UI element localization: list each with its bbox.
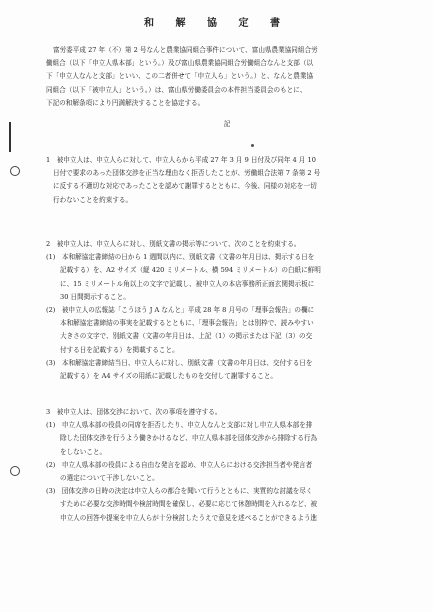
preamble-line: 働組合（以下「申立人県本部」という。）及び富山県農業協同組合労働組合なんと支部（以	[46, 59, 314, 68]
item-line: 日付で要求のあった団体交渉を正当な理由なく拒否したことが、労働組合法第 7 条第 2 号	[53, 169, 321, 178]
item-line: 30 日間掲示すること。	[60, 292, 130, 301]
item-2	[46, 238, 408, 383]
item-line: 付する日を記載する）を掲載すること。	[60, 345, 179, 354]
preamble	[46, 44, 408, 110]
punch-hole-icon	[10, 166, 20, 176]
scan-speck	[251, 144, 254, 147]
item-line: 行わないことを約束する。	[53, 195, 133, 204]
preamble-line: 同組合（以下「被申立人」という。）は、富山県労働委員会の本件担当委員会のもとに、	[46, 85, 307, 94]
binding-mark	[9, 122, 11, 152]
item-line: すために必要な交渉時間や検討時間を確保し、必要に応じて休憩時間を入れるなど、被	[60, 500, 318, 509]
item-line: (3) 団体交渉の日時の決定は申立人らの都合を聞いて行うとともに、実質的な討議を尽く	[46, 487, 313, 496]
item-line: 記載する）を、A2 サイズ（縦 420 ミリメートル、横 594 ミリメートル）の白紙に鮮明	[60, 266, 321, 275]
item-heading: 3 被申立人は、団体交渉において、次の事項を遵守する。	[46, 408, 222, 416]
item-line: (2) 申立人県本部の役員による自由な発言を認め、申立人らにおける交渉担当者や発言者	[46, 460, 313, 469]
item-line: 申立人の回答や提案を申立人らが十分検討したうえで意見を述べることができるよう進	[60, 513, 318, 522]
document-title: 和 解 協 定 書	[144, 18, 289, 29]
item-line: 記載する）を A4 サイズの用紙に記載したものを交付して謝罪すること。	[60, 372, 278, 381]
item-line: (1) 申立人県本部の役員の同席を拒否したり、申立人なんと支部に対し申立人県本部を排	[46, 421, 313, 430]
item-line: 大きさの文字で、別紙文書（文書の年月日は、上記（1）の掲示または下記（3）の交	[60, 332, 313, 341]
item-line: 除した団体交渉を行うよう働きかけるなど、申立人県本部を団体交渉から排除する行為	[60, 434, 318, 443]
item-line: (3) 本和解協定書締結当日、申立人らに対し、別紙文書（文書の年月日は、交付する日を	[46, 358, 313, 367]
item-heading: 2 被申立人は、申立人らに対し、別紙文書の掲示等について、次のことを約束する。	[46, 240, 301, 248]
item-line: (2) 被申立人の広報誌「こうほう J A なんと」平成 28 年 8 月号の「理事会報告」の欄に	[46, 306, 315, 315]
preamble-line: 下記の和解条項により円満解決することを協定する。	[46, 98, 205, 107]
item-line: をしないこと。	[60, 447, 107, 456]
ki-heading: 記	[223, 120, 231, 128]
item-3	[46, 406, 408, 525]
item-1	[46, 154, 408, 207]
item-line: に反する不適切な対応であったことを認めて謝罪するとともに、今後、同様の対応を一切	[53, 182, 317, 191]
preamble-line: 富労委平成 27 年（不）第 2 号なんと農業協同組合事件について、富山県農業協同組合労	[53, 46, 318, 54]
item-line: の選定について干渉しないこと。	[60, 474, 159, 483]
item-line: に、15 ミリメートル角以上の文字で記載し、被申立人の本店事務所正面玄関掲示板に	[60, 279, 315, 288]
punch-hole-icon	[10, 466, 20, 476]
item-line: 1 被申立人は、申立人らに対して、申立人らから平成 27 年 3 月 9 日付及び同年 4 月 10	[46, 156, 316, 164]
item-line: 本和解協定書締結の事実を記載するとともに、「理事会報告」とは別枠で、読みやすい	[60, 319, 314, 328]
preamble-line: 下「申立人なんと支部」といい、この二者併せて「申立人ら」という。）と、なんと農業協	[46, 72, 314, 81]
item-line: (1) 本和解協定書締結の日から 1 週間以内に、別紙文書（文書の年月日は、掲示する日を	[46, 253, 315, 262]
